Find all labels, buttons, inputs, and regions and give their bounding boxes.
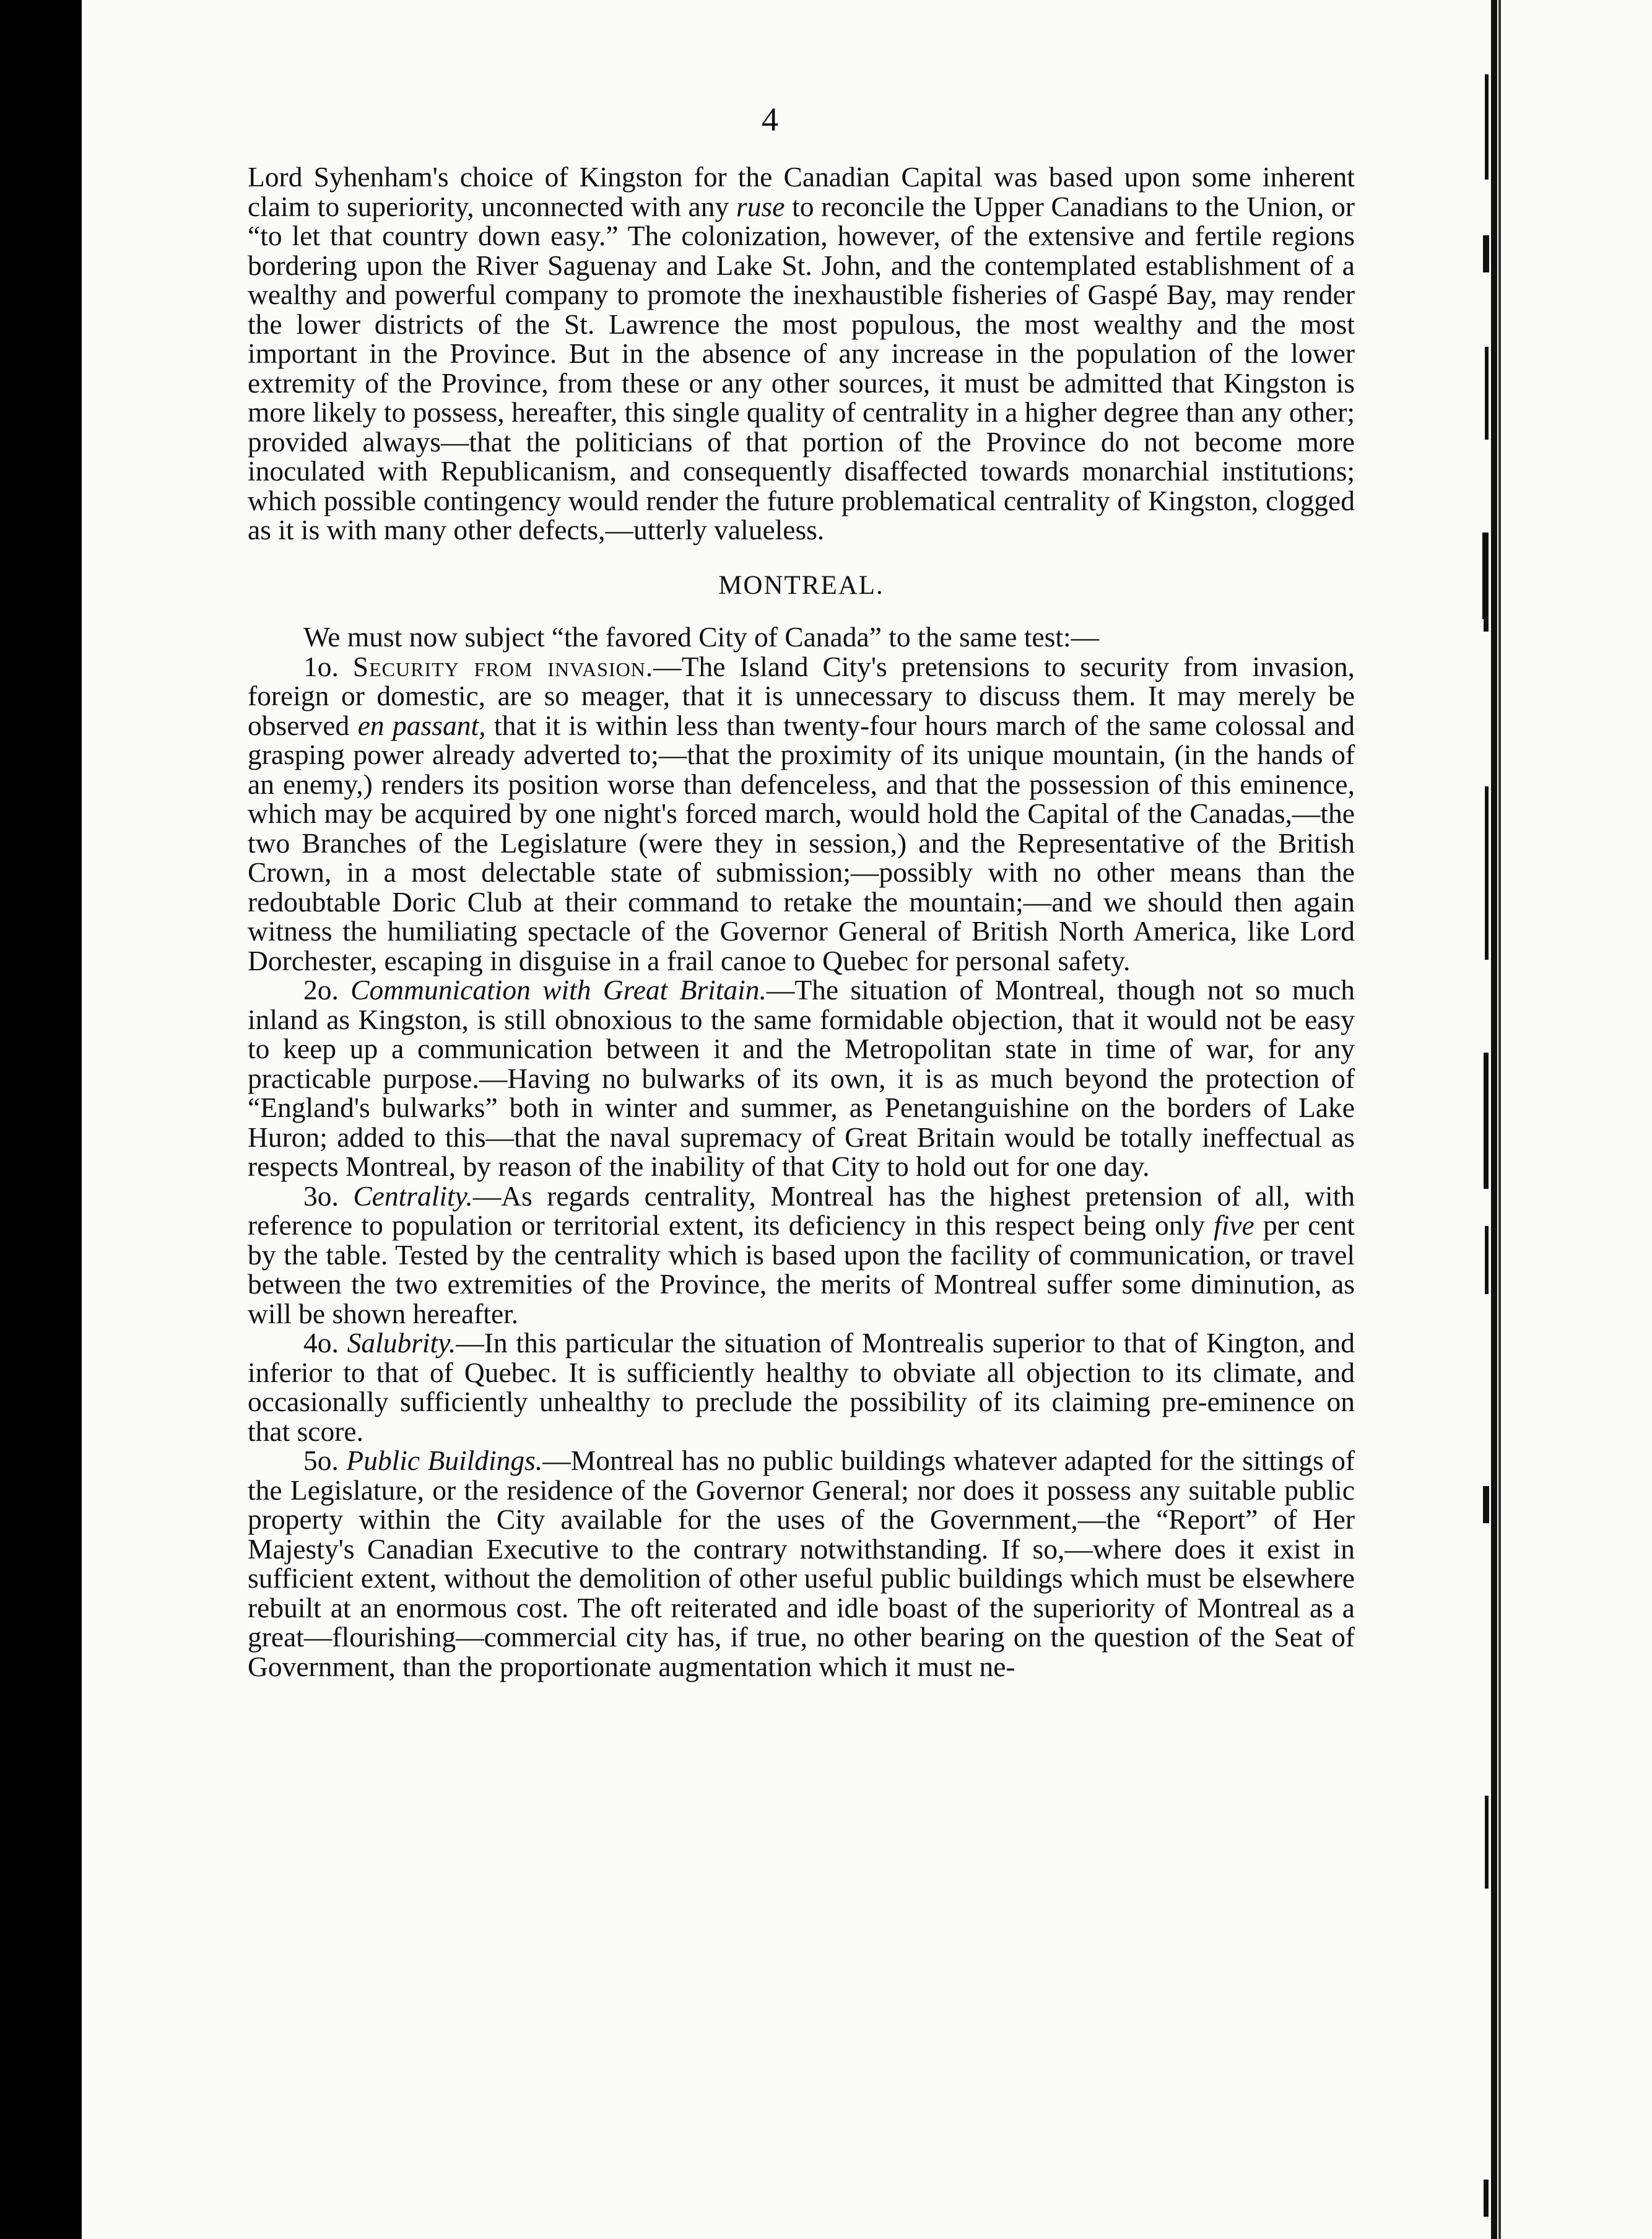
item-title: Salubrity. — [347, 1327, 456, 1359]
lead-paragraph: We must now subject “the favored City of Canada” to the same test:— — [303, 621, 1100, 653]
item-title: Centrality. — [353, 1180, 473, 1212]
intro-paragraph: Lord Syhenham's choice of Kingston for the Canadian Capital was based upon some inherent claim to superiority, unconnected with any ruse to reconcile the Upper Canadians to the Union, or “to let that country down easy.” The colonization, however, of the extensive and fertile regions bordering upon the River Saguenay and Lake St. John, and the contemplated establishment of a wealthy and powerful company to promote the inexhaustible fisheries of Gaspé Bay, may render the lower districts of the St. Lawrence the most populous, the most wealthy and the most important in the Province. But in the absence of any increase in the population of the lower extremity of the Province, from these or any other sources, it must be admitted that Kingston is more likely to possess, hereafter, this single quality of centrality in a higher degree than any other; provided always—that the politicians of that portion of the Province do not become more inoculated with Republicanism, and consequently disaffected towards monarchial institutions; which possible contingency would render the future problematical centrality of Kingston, clogged as it is with many other defects,—utterly valueless. — [248, 161, 1355, 546]
item-salubrity: 4o. Salubrity.—In this particular the situation of Montrealis superior to that of Kington, and inferior to that of Quebec. It is sufficiently healthy to obviate all objection to its climate, and occasionally sufficiently unhealthy to preclude the possibility of its claiming pre-eminence on that score. — [248, 1327, 1355, 1447]
section-heading: MONTREAL. — [718, 570, 884, 600]
item-public-buildings: 5o. Public Buildings.—Montreal has no public buildings whatever adapted for the sittings of the Legislature, or the residence of the Governor General; nor does it possess any suitable public property within the City available for the uses of the Government,—the “Report” of Her Majesty's Canadian Executive to the contrary notwithstanding. If so,—where does it exist in sufficient extent, without the demolition of other useful public buildings which must be elsewhere rebuilt at an enormous cost. The oft reiterated and idle boast of the superiority of Montreal as a great—flourishing—commercial city has, if true, no other bearing on the question of the Seat of Government, than the proportionate augmentation which it must ne- — [248, 1445, 1355, 1682]
adjacent-page-edge — [1491, 0, 1652, 2239]
item-title: Security from invasion. — [352, 650, 654, 682]
item-communication: 2o. Communication with Great Britain.—The situation of Montreal, though not so much inland as Kingston, is still obnoxious to the same formidable objection, that it would not be easy to keep up a communication between it and the Metropolitan state in time of war, for any practicable purpose.—Having no bulwarks of its own, it is as much beyond the protection of “England's bulwarks” both in winter and summer, as Penetanguishine on the borders of Lake Huron; added to this—that the naval supremacy of Great Britain would be totally ineffectual as respects Montreal, by reason of the inability of that City to hold out for one day. — [248, 974, 1355, 1182]
item-centrality: 3o. Centrality.—As regards centrality, Montreal has the highest pretension of all, with reference to population or territorial extent, its deficiency in this respect being only five per cent by the table. Tested by the centrality which is based upon the facility of communication, or travel between the two extremities of the Province, the merits of Montreal suffer some diminution, as will be shown hereafter. — [248, 1180, 1355, 1329]
item-security: 1o. Security from invasion.—The Island City's pretensions to security from invasion, foreign or domestic, are so meager, that it is unnecessary to discuss them. It may merely be observed en passant, that it is within less than twenty-four hours march of the same colossal and grasping power already adverted to;—that the proximity of its unique mountain, (in the hands of an enemy,) renders its position worse than defenceless, and that the possession of this eminence, which may be acquired by one night's forced march, would hold the Capital of the Canadas,—the two Branches of the Legislature (were they in session,) and the Representative of the British Crown, in a most delectable state of submission;—possibly with no other means than the redoubtable Doric Club at their command to retake the mountain;—and we should then again witness the humiliating spectacle of the Governor General of British North America, like Lord Dorchester, escaping in disguise in a frail canoe to Quebec for personal safety. — [248, 650, 1355, 976]
item-title: Communication with Great Britain. — [350, 974, 767, 1006]
page-number: 4 — [762, 101, 778, 138]
document-body — [248, 162, 1355, 1681]
page-gutter — [1491, 0, 1497, 2239]
page-gutter-shadow — [1498, 0, 1501, 2239]
item-title: Public Buildings. — [346, 1445, 543, 1476]
